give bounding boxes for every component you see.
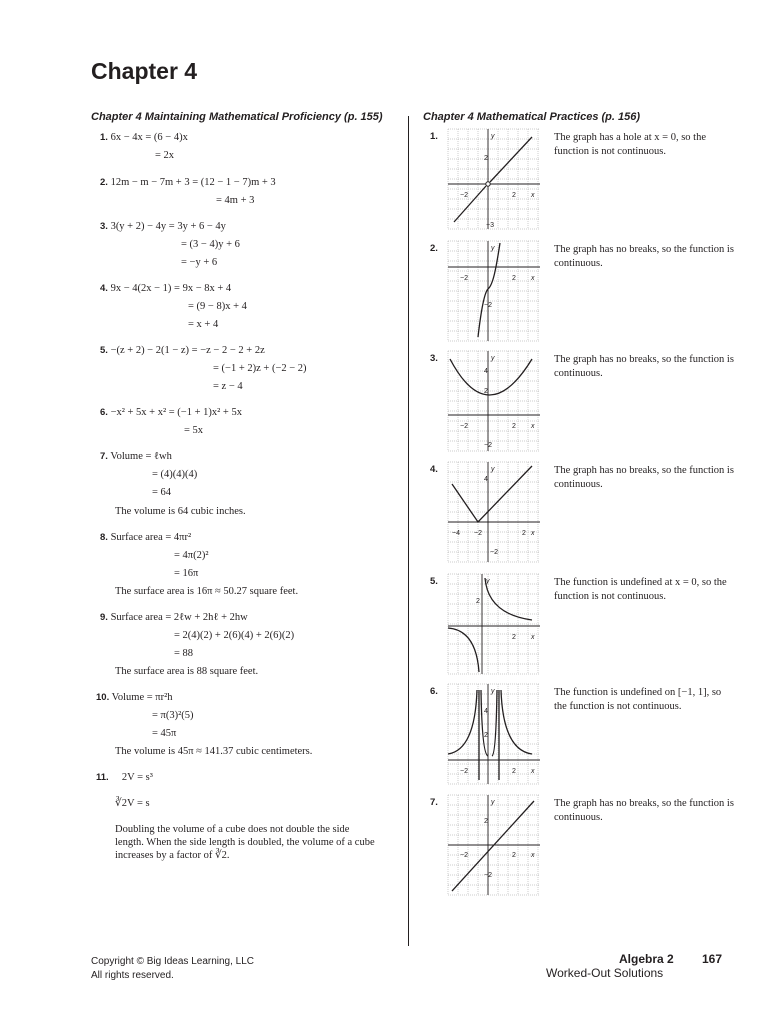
function-curve	[448, 690, 477, 754]
graph-explanation: The graph has no breaks, so the function is continuous.	[554, 798, 734, 823]
problem-2	[100, 176, 276, 189]
function-curve	[450, 359, 532, 395]
function-curve	[490, 137, 532, 182]
tick-label: x	[531, 275, 535, 282]
left-section-heading: Chapter 4 Maintaining Mathematical Proficiency (p. 155)	[91, 111, 383, 123]
tick-label: 2	[484, 732, 488, 739]
equation-line: = 5x	[184, 425, 204, 436]
graph-explanation: The function is undefined at x = 0, so the function is not continuous.	[554, 577, 727, 602]
rights-notice: All rights reserved.	[91, 970, 174, 981]
function-graph	[448, 684, 540, 784]
equation-line: Volume = ℓwh	[110, 451, 172, 462]
tick-label: 2	[476, 598, 480, 605]
answer-sentence: The surface area is 88 square feet.	[115, 666, 259, 677]
equation-line: = −y + 6	[181, 257, 218, 268]
tick-label: x	[531, 192, 535, 199]
tick-label: 2	[484, 388, 488, 395]
equation-line: Surface area = 2ℓw + 2hℓ + 2hw	[110, 612, 248, 623]
tick-label: y	[486, 578, 490, 585]
conclusion-paragraph: Doubling the volume of a cube does not double the side length. When the side length is doubled, the volume of a cube increases by a factor of ∛2.	[115, 824, 375, 861]
tick-label: 2	[512, 768, 516, 775]
equation-line: = 88	[174, 648, 194, 659]
graph-number: 5.	[430, 576, 438, 587]
tick-label: −2	[484, 872, 492, 879]
problem-9	[100, 611, 248, 624]
answer-sentence: The surface area is 16π ≈ 50.27 square feet.	[115, 586, 299, 597]
equation-line: ∛2V = s	[115, 798, 150, 809]
function-graph	[448, 462, 540, 562]
problem-8	[100, 531, 191, 544]
tick-label: −2	[460, 852, 468, 859]
tick-label: 2	[512, 192, 516, 199]
problem-number: 6.	[100, 407, 108, 418]
problem-10	[96, 691, 173, 704]
problem-number: 11.	[96, 772, 109, 783]
equation-line: = (3 − 4)y + 6	[181, 239, 240, 250]
equation-line: = 64	[152, 487, 172, 498]
function-curve	[481, 690, 488, 756]
problem-number: 7.	[100, 451, 108, 462]
problem-number: 2.	[100, 177, 108, 188]
tick-label: 4	[484, 476, 488, 483]
answer-sentence: The volume is 45π ≈ 141.37 cubic centimeters.	[115, 746, 313, 757]
chapter-title: Chapter 4	[91, 58, 198, 84]
tick-label: −2	[484, 442, 492, 449]
equation-line: −(z + 2) − 2(1 − z) = −z − 2 − 2 + 2z	[110, 345, 265, 356]
problem-number: 10.	[96, 692, 110, 703]
function-graph	[448, 795, 540, 895]
function-graph	[448, 574, 540, 674]
equation-line: Surface area = 4πr²	[110, 532, 192, 543]
tick-label: −2	[484, 302, 492, 309]
tick-label: −3	[486, 222, 494, 229]
book-subtitle: Worked-Out Solutions	[546, 966, 664, 980]
function-curve	[478, 243, 500, 337]
open-hole-marker	[486, 182, 490, 186]
problem-6	[100, 406, 242, 419]
tick-label: 4	[484, 368, 488, 375]
function-curve	[485, 578, 532, 620]
graph-number: 3.	[430, 353, 438, 364]
function-curve	[492, 690, 497, 756]
page-number: 167	[702, 952, 723, 966]
equation-line: = 4m + 3	[216, 195, 255, 206]
graph-number: 1.	[430, 131, 438, 142]
column-divider	[408, 116, 409, 946]
equation-line: 9x − 4(2x − 1) = 9x − 8x + 4	[110, 283, 232, 294]
problem-number: 4.	[100, 283, 108, 294]
tick-label: y	[491, 245, 495, 252]
equation-line: = 45π	[152, 728, 177, 739]
problem-number: 3.	[100, 221, 108, 232]
equation-line: = π(3)²(5)	[152, 710, 194, 721]
equation-line: = (9 − 8)x + 4	[188, 301, 247, 312]
graph-explanation: The graph has no breaks, so the function is continuous.	[554, 244, 734, 269]
problem-3	[100, 220, 226, 233]
equation-line: 3(y + 2) − 4y = 3y + 6 − 4y	[110, 221, 226, 232]
equation-line: = x + 4	[188, 319, 219, 330]
equation-line: = 16π	[174, 568, 199, 579]
tick-label: −2	[460, 768, 468, 775]
tick-label: 2	[512, 275, 516, 282]
function-curve	[448, 628, 479, 672]
graph-number: 7.	[430, 797, 438, 808]
function-graph	[448, 351, 540, 451]
tick-label: 2	[522, 530, 526, 537]
tick-label: y	[491, 355, 495, 362]
tick-label: x	[531, 530, 535, 537]
tick-label: 2	[512, 634, 516, 641]
tick-label: x	[531, 423, 535, 430]
equation-line: = 2x	[155, 150, 175, 161]
tick-label: 2	[512, 852, 516, 859]
problem-number: 5.	[100, 345, 108, 356]
tick-label: 2	[512, 423, 516, 430]
problem-number: 1.	[100, 132, 108, 143]
function-graph	[448, 241, 540, 341]
graph-number: 4.	[430, 464, 438, 475]
tick-label: y	[491, 466, 495, 473]
equation-line: = z − 4	[213, 381, 243, 392]
tick-label: −2	[460, 275, 468, 282]
tick-label: x	[531, 634, 535, 641]
problem-number: 8.	[100, 532, 108, 543]
equation-line: −x² + 5x + x² = (−1 + 1)x² + 5x	[110, 407, 242, 418]
answer-sentence: The volume is 64 cubic inches.	[115, 506, 246, 517]
function-curve	[452, 801, 534, 891]
equation-line: = (4)(4)(4)	[152, 469, 198, 480]
function-curve	[454, 186, 486, 222]
tick-label: 2	[484, 818, 488, 825]
graph-number: 2.	[430, 243, 438, 254]
tick-label: y	[491, 688, 495, 695]
graph-explanation: The graph has no breaks, so the function is continuous.	[554, 465, 734, 490]
tick-label: x	[531, 852, 535, 859]
function-curve	[501, 690, 532, 754]
graph-explanation: The graph has no breaks, so the function is continuous.	[554, 354, 734, 379]
problem-1	[100, 131, 188, 144]
problem-number: 9.	[100, 612, 108, 623]
equation-line: = 2(4)(2) + 2(6)(4) + 2(6)(2)	[174, 630, 295, 641]
equation-line: 6x − 4x = (6 − 4)x	[110, 132, 188, 143]
equation-line: Volume = πr²h	[111, 692, 173, 703]
graph-explanation: The function is undefined on [−1, 1], so the function is not continuous.	[554, 687, 722, 712]
tick-label: −2	[460, 192, 468, 199]
equation-line: = (−1 + 2)z + (−2 − 2)	[213, 363, 307, 374]
tick-label: −2	[474, 530, 482, 537]
right-section-heading: Chapter 4 Mathematical Practices (p. 156)	[423, 111, 641, 123]
graph-explanation: The graph has a hole at x = 0, so the function is not continuous.	[554, 132, 707, 157]
tick-label: −4	[452, 530, 460, 537]
tick-label: x	[531, 768, 535, 775]
equation-line: = 4π(2)²	[174, 550, 209, 561]
problem-7	[100, 450, 172, 463]
tick-label: y	[491, 133, 495, 140]
equation-line: 12m − m − 7m + 3 = (12 − 1 − 7)m + 3	[110, 177, 276, 188]
function-curve	[452, 466, 532, 522]
problem-11	[96, 771, 153, 784]
problem-5	[100, 344, 265, 357]
tick-label: 4	[484, 708, 488, 715]
book-title: Algebra 2	[619, 952, 674, 966]
graph-number: 6.	[430, 686, 438, 697]
function-graph	[448, 129, 540, 229]
problem-4	[100, 282, 231, 295]
copyright: Copyright © Big Ideas Learning, LLC	[91, 956, 255, 967]
tick-label: y	[491, 799, 495, 806]
tick-label: −2	[490, 549, 498, 556]
equation-line: 2V = s³	[121, 772, 153, 783]
tick-label: 2	[484, 155, 488, 162]
tick-label: −2	[460, 423, 468, 430]
